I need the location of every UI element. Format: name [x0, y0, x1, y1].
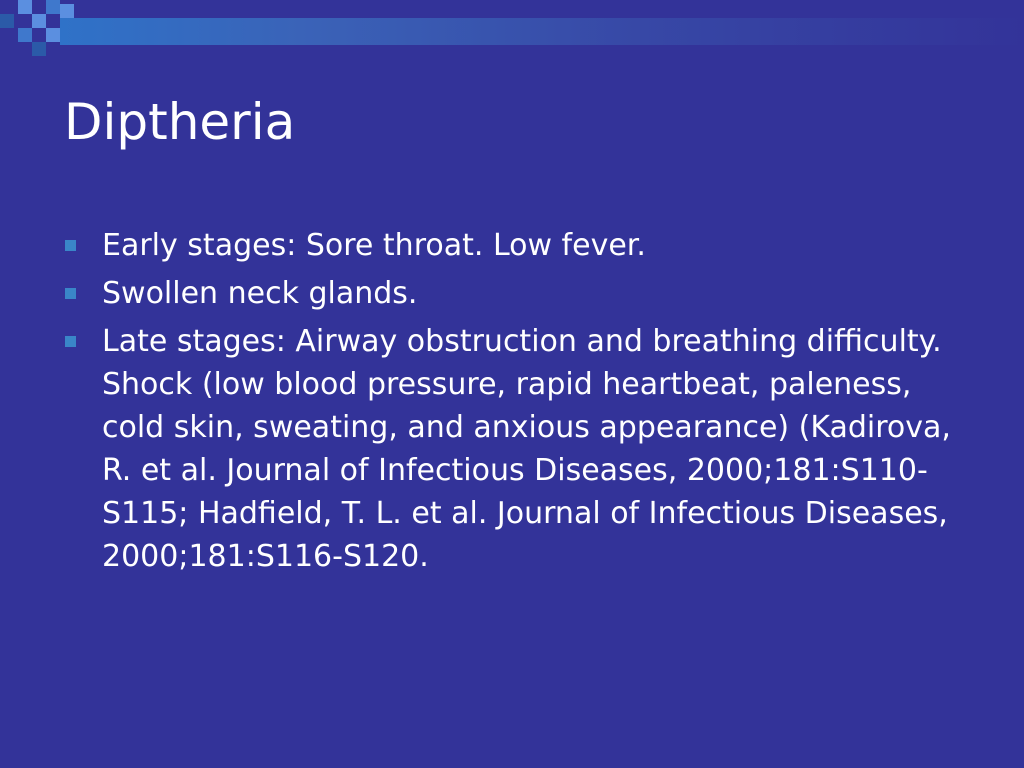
square-bullet-icon — [65, 336, 76, 347]
checker-square — [32, 14, 46, 28]
checker-square — [32, 42, 46, 56]
slide-title: Diptheria — [64, 93, 296, 151]
bullet-text: Late stages: Airway obstruction and breathing difficulty. Shock (low blood pressure, rapid heartbeat, paleness, cold skin, sweating, and anxious appearance) (Kadirova, R. et al. Journal of Infectious Diseases, 2000;181:S110-S115; Hadfield, T. L. et al. Journal of Infectious Diseases, 2000;181:S116-S120. — [102, 324, 951, 574]
checker-square — [60, 4, 74, 18]
checker-square — [0, 14, 14, 28]
square-bullet-icon — [65, 240, 76, 251]
checker-square — [18, 0, 32, 14]
checker-square — [46, 0, 60, 14]
header-gradient-band — [60, 18, 1024, 45]
bullet-item — [64, 320, 964, 578]
bullet-text: Early stages: Sore throat. Low fever. — [102, 228, 646, 263]
bullet-text: Swollen neck glands. — [102, 276, 418, 311]
bullet-item — [64, 224, 964, 267]
checker-square — [18, 28, 32, 42]
bullet-item — [64, 272, 964, 315]
checker-square — [46, 28, 60, 42]
square-bullet-icon — [65, 288, 76, 299]
bullet-list — [64, 224, 964, 583]
